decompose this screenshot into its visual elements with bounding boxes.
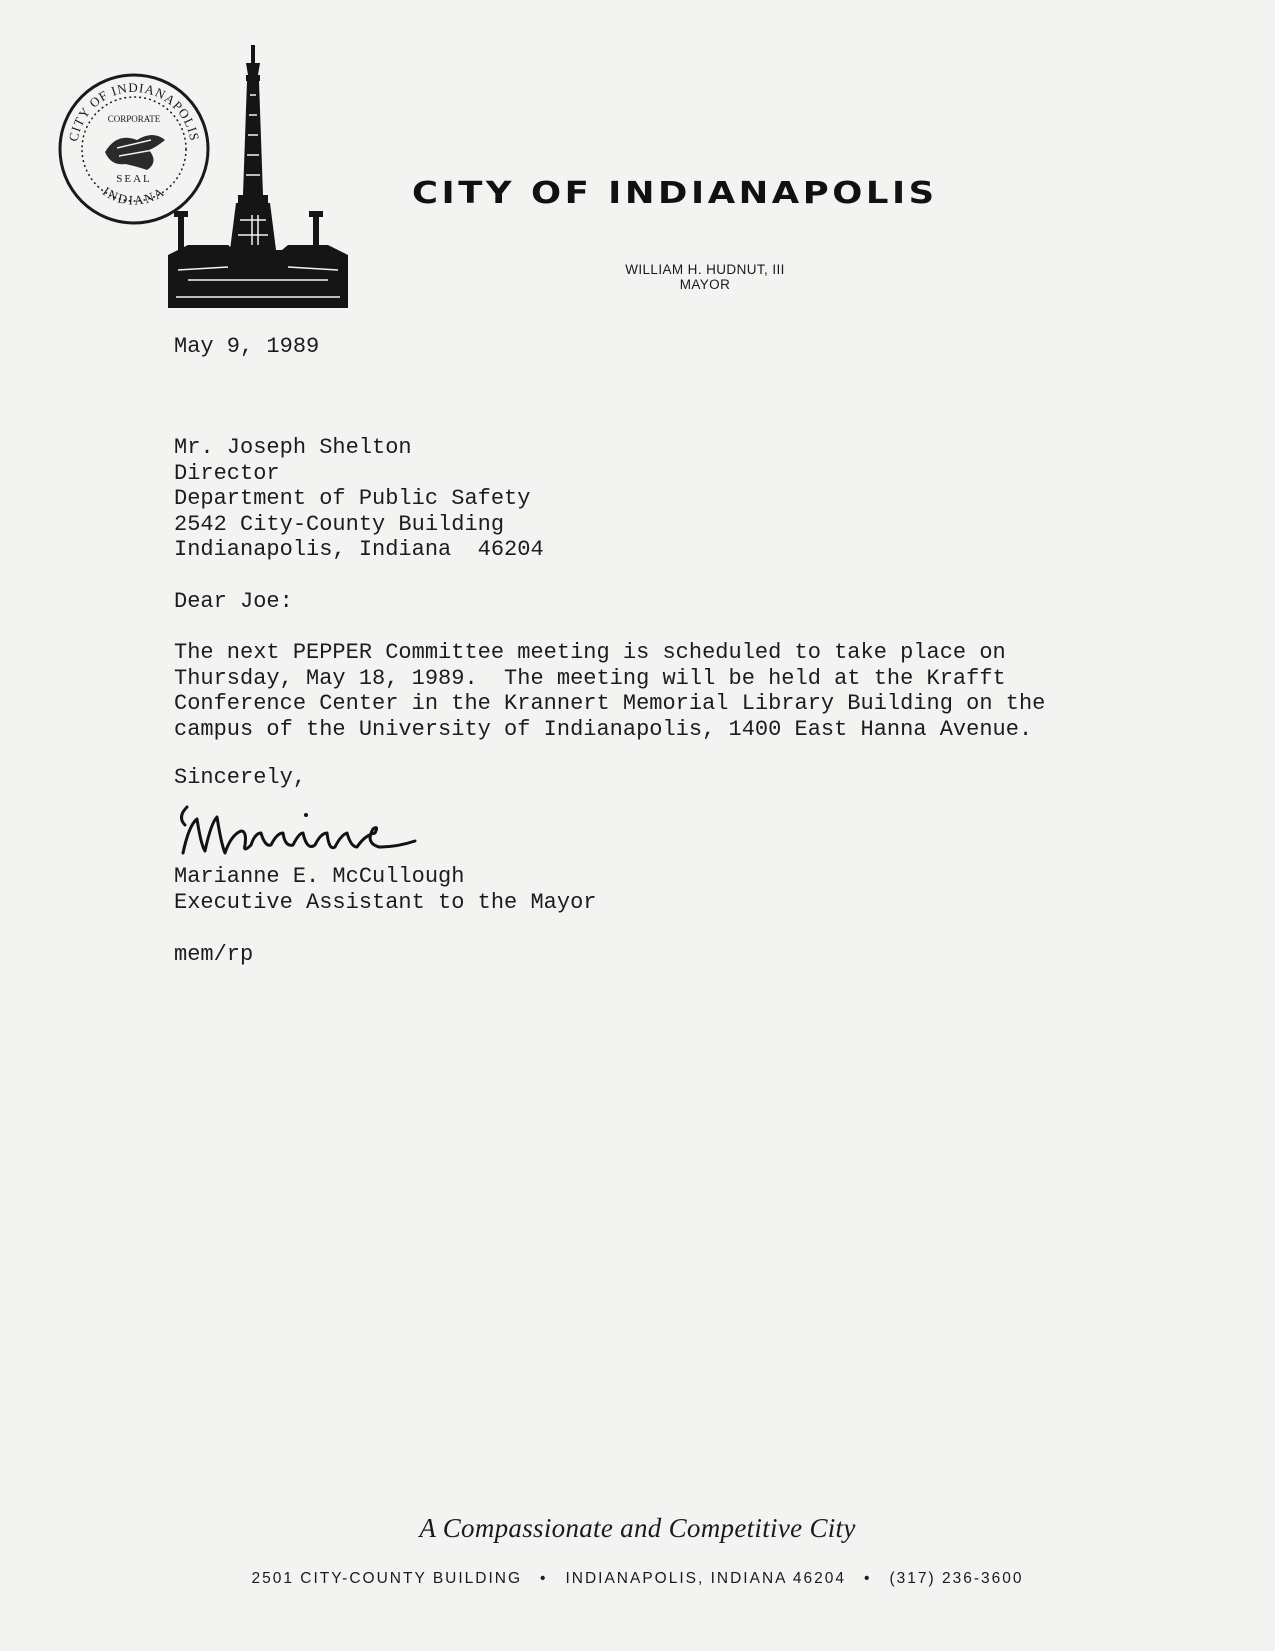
svg-text:SEAL: SEAL <box>116 173 152 185</box>
body-line: campus of the University of Indianapolis, 1400 East Hanna Avenue. <box>174 716 1033 742</box>
footer-contact <box>0 1570 1275 1588</box>
svg-text:CITY OF INDIANAPOLIS: CITY OF INDIANAPOLIS <box>65 79 203 143</box>
recipient-address <box>174 435 544 563</box>
salutation: Dear Joe: <box>174 589 293 614</box>
handwritten-signature <box>175 795 455 865</box>
reference-initials: mem/rp <box>174 942 254 967</box>
footer-tagline: A Compassionate and Competitive City <box>419 1513 856 1543</box>
letterhead-title: CITY OF INDIANAPOLIS <box>412 176 938 211</box>
recipient-line: Department of Public Safety <box>174 486 531 511</box>
signer-name: Marianne E. McCullough <box>174 864 465 889</box>
bullet-separator-icon: • <box>864 1570 872 1587</box>
body-line: Conference Center in the Krannert Memorial Library Building on the <box>174 691 1046 716</box>
bullet-separator-icon: • <box>540 1570 548 1587</box>
footer-phone: (317) 236-3600 <box>889 1570 1024 1587</box>
recipient-line: Indianapolis, Indiana 46204 <box>174 537 544 562</box>
letter-date: May 9, 1989 <box>174 334 320 359</box>
recipient-line: 2542 City-County Building <box>174 511 505 537</box>
svg-text:INDIANA: INDIANA <box>99 183 169 208</box>
recipient-line: Mr. Joseph Shelton <box>174 435 412 460</box>
svg-text:CORPORATE: CORPORATE <box>107 114 161 124</box>
mayor-name: WILLIAM H. HUDNUT, III <box>625 262 785 277</box>
mayor-block <box>560 262 850 292</box>
footer-address: 2501 CITY-COUNTY BUILDING <box>251 1570 523 1587</box>
body-line: The next PEPPER Committee meeting is scheduled to take place on <box>174 640 1006 665</box>
letter-body <box>174 640 1054 742</box>
signer-block <box>174 864 596 915</box>
mayor-title: MAYOR <box>679 277 731 292</box>
monument-logo-icon <box>168 45 348 310</box>
footer-city: INDIANAPOLIS, INDIANA 46204 <box>565 1570 847 1587</box>
body-line: Thursday, May 18, 1989. The meeting will be held at the Krafft <box>174 665 1006 691</box>
signer-title: Executive Assistant to the Mayor <box>174 889 597 915</box>
recipient-line: Director <box>174 460 280 486</box>
closing: Sincerely, <box>174 765 307 790</box>
